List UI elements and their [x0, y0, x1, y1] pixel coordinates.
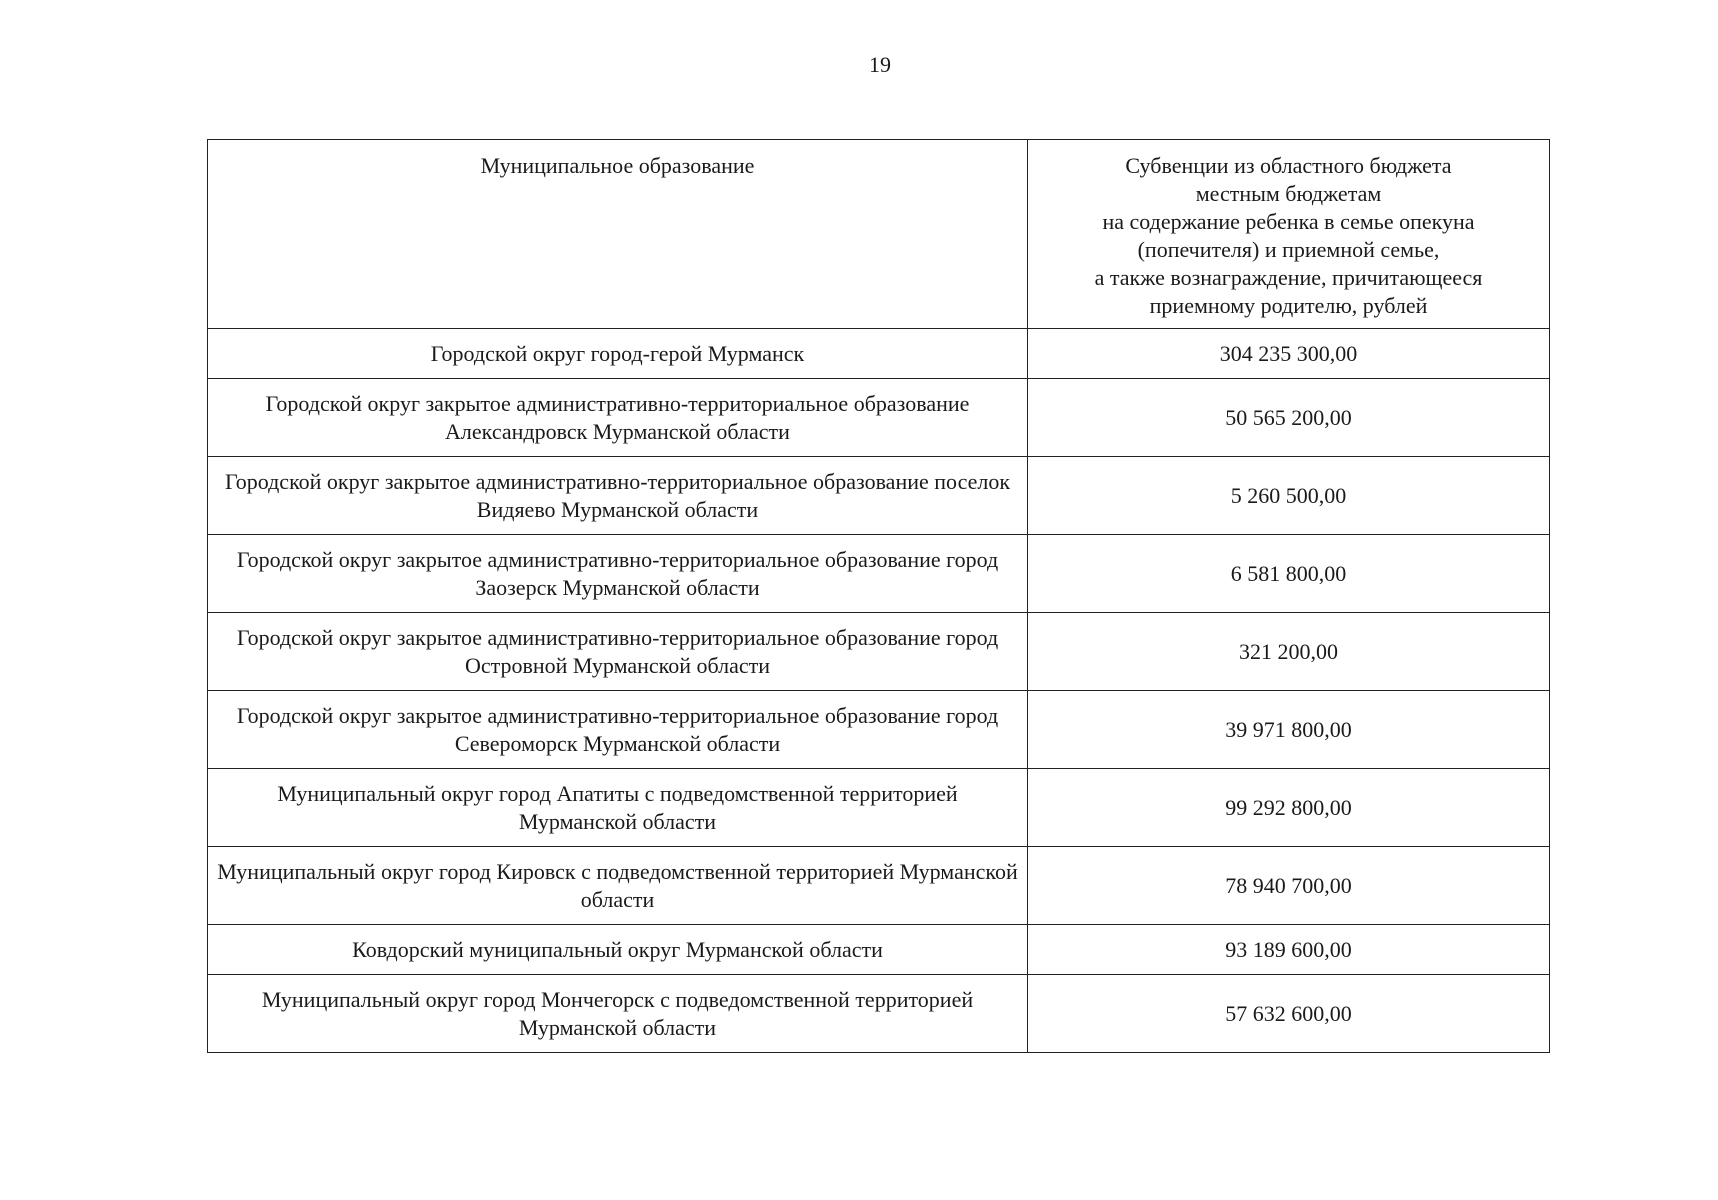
amount-cell: 5 260 500,00: [1028, 457, 1550, 535]
table-row: [208, 691, 1550, 769]
municipality-cell: Городской округ закрытое административно-территориальное образование Александровск Мурманской области: [208, 379, 1028, 457]
header-amount: Субвенции из областного бюджета местным бюджетам на содержание ребенка в семье опекуна (попечителя) и приемной семье, а также вознаграждение, причитающееся приемному родителю, рублей: [1028, 140, 1550, 329]
municipality-cell: Ковдорский муниципальный округ Мурманской области: [208, 925, 1028, 975]
municipality-cell: Городской округ закрытое административно-территориальное образование город Североморск Мурманской области: [208, 691, 1028, 769]
table-row: [208, 847, 1550, 925]
amount-cell: 93 189 600,00: [1028, 925, 1550, 975]
page-number: 19: [869, 52, 891, 77]
amount-cell: 39 971 800,00: [1028, 691, 1550, 769]
municipality-cell: Муниципальный округ город Мончегорск с подведомственной территорией Мурманской области: [208, 975, 1028, 1053]
amount-cell: 321 200,00: [1028, 613, 1550, 691]
table-row: [208, 329, 1550, 379]
amount-cell: 57 632 600,00: [1028, 975, 1550, 1053]
amount-cell: 6 581 800,00: [1028, 535, 1550, 613]
amount-cell: 78 940 700,00: [1028, 847, 1550, 925]
table-row: [208, 379, 1550, 457]
municipality-cell: Городской округ город-герой Мурманск: [208, 329, 1028, 379]
table-row: [208, 975, 1550, 1053]
municipality-cell: Городской округ закрытое административно-территориальное образование город Островной Мурманской области: [208, 613, 1028, 691]
header-municipality: Муниципальное образование: [208, 140, 1028, 329]
table-row: [208, 613, 1550, 691]
municipality-cell: Муниципальный округ город Апатиты с подведомственной территорией Мурманской области: [208, 769, 1028, 847]
amount-cell: 50 565 200,00: [1028, 379, 1550, 457]
table-header-row: [208, 140, 1550, 329]
subsidy-table: [207, 139, 1550, 1053]
amount-cell: 99 292 800,00: [1028, 769, 1550, 847]
table-row: [208, 925, 1550, 975]
municipality-cell: Городской округ закрытое административно-территориальное образование город Заозерск Мурманской области: [208, 535, 1028, 613]
table-row: [208, 769, 1550, 847]
municipality-cell: Городской округ закрытое административно-территориальное образование поселок Видяево Мурманской области: [208, 457, 1028, 535]
amount-cell: 304 235 300,00: [1028, 329, 1550, 379]
table-row: [208, 535, 1550, 613]
municipality-cell: Муниципальный округ город Кировск с подведомственной территорией Мурманской области: [208, 847, 1028, 925]
table-row: [208, 457, 1550, 535]
